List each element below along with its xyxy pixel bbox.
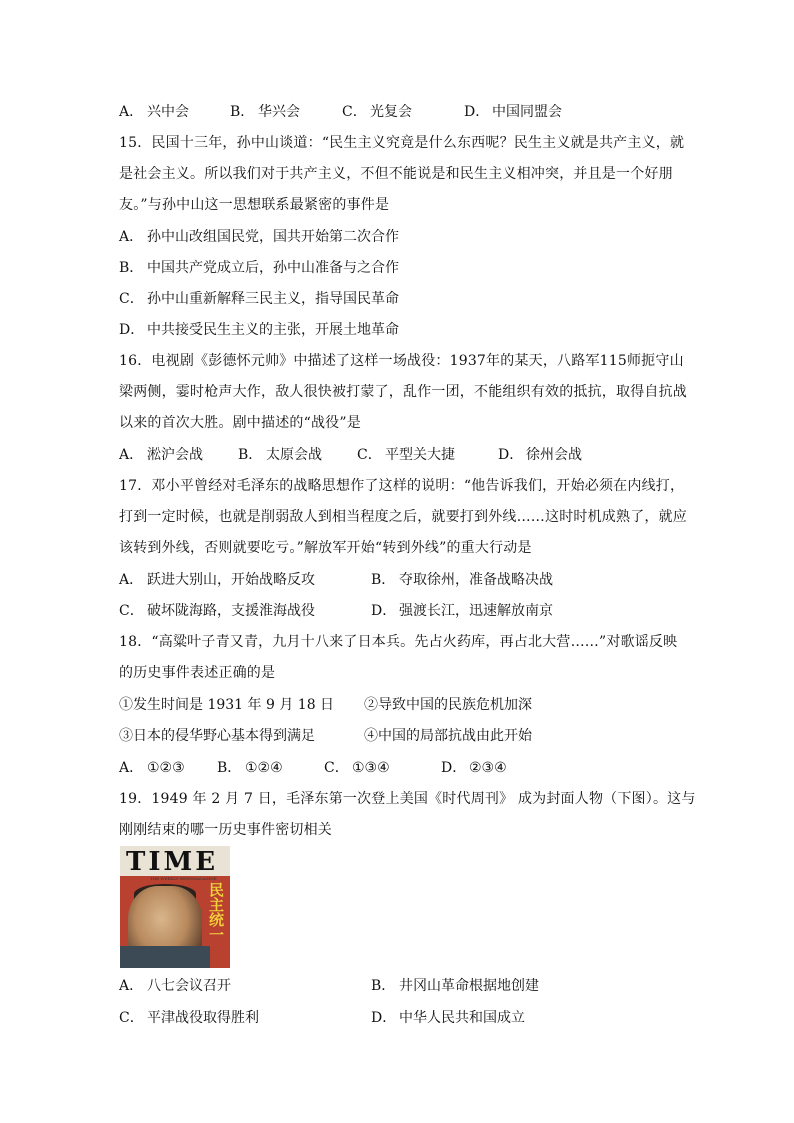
q17-stem-line-2: 打到一定时候，也就是削弱敌人到相当程度之后，就要打到外线……这时时机成熟了，就应: [119, 509, 687, 525]
q17-stem-line-1: 17．邓小平曾经对毛泽东的战略思想作了这样的说明：“他告诉我们，开始必须在内线打，: [119, 478, 685, 494]
q18-stem-line-1: 18．“高粱叶子青又青，九月十八来了日本兵。先占火药库，再占北大营……”对歌谣反映: [119, 634, 678, 650]
q19-option-b[interactable]: B． 井冈山革命根据地创建: [371, 978, 539, 994]
q14-option-c[interactable]: C． 光复会: [342, 104, 412, 120]
q14-option-d[interactable]: D． 中国同盟会: [464, 104, 562, 120]
q17-option-b[interactable]: B． 夺取徐州，准备战略决战: [371, 572, 553, 588]
q18-statement-3: ③日本的侵华野心基本得到满足: [119, 728, 315, 744]
q16-stem-line-3: 以来的首次大胜。剧中描述的“战役”是: [119, 415, 361, 431]
q18-stem-line-2: 的历史事件表述正确的是: [119, 665, 276, 681]
cover-slogan: 民主统一: [207, 882, 225, 942]
q18-option-c[interactable]: C． ①③④: [324, 760, 390, 776]
q18-statement-4: ④中国的局部抗战由此开始: [364, 728, 532, 744]
q19-option-a[interactable]: A． 八七会议召开: [119, 978, 231, 994]
portrait-coat: [120, 946, 210, 968]
q15-option-a[interactable]: A． 孙中山改组国民党，国共开始第二次合作: [119, 229, 399, 245]
time-masthead: TIME: [120, 846, 230, 876]
q16-stem-line-1: 16．电视剧《彭德怀元帅》中描述了这样一场战役：1937年的某天，八路军115师扼守山: [119, 353, 684, 369]
q15-stem-line-2: 是社会主义。所以我们对于共产主义，不但不能说是和民生主义相冲突，并且是一个好朋: [119, 166, 673, 182]
q18-option-b[interactable]: B． ①②④: [217, 760, 283, 776]
time-magazine-cover-image: [120, 846, 230, 968]
q15-option-b[interactable]: B． 中国共产党成立后，孙中山准备与之合作: [119, 260, 399, 276]
q18-option-d[interactable]: D． ②③④: [441, 760, 507, 776]
q17-option-d[interactable]: D． 强渡长江，迅速解放南京: [371, 603, 553, 619]
q15-option-c[interactable]: C． 孙中山重新解释三民主义，指导国民革命: [119, 291, 399, 307]
q15-option-d[interactable]: D． 中共接受民生主义的主张，开展土地革命: [119, 322, 399, 338]
q19-stem-line-2: 刚刚结束的哪一历史事件密切相关: [119, 822, 332, 838]
q17-option-c[interactable]: C． 破坏陇海路，支援淮海战役: [119, 603, 315, 619]
q16-option-c[interactable]: C． 平型关大捷: [357, 447, 455, 463]
q16-option-d[interactable]: D． 徐州会战: [498, 447, 582, 463]
time-subtitle: THE WEEKLY NEWSMAGAZINE: [150, 876, 217, 881]
q19-stem-line-1: 19．1949 年 2 月 7 日，毛泽东第一次登上美国《时代周刊》 成为封面人物（下图）。这与: [119, 791, 696, 807]
q19-option-c[interactable]: C． 平津战役取得胜利: [119, 1010, 259, 1026]
q16-option-a[interactable]: A． 淞沪会战: [119, 447, 203, 463]
q16-option-b[interactable]: B． 太原会战: [238, 447, 322, 463]
q17-option-a[interactable]: A． 跃进大别山，开始战略反攻: [119, 572, 315, 588]
q18-statement-2: ②导致中国的民族危机加深: [364, 697, 532, 713]
q18-option-a[interactable]: A． ①②③: [119, 760, 185, 776]
q16-stem-line-2: 梁两侧，霎时枪声大作，敌人很快被打蒙了，乱作一团，不能组织有效的抵抗，取得自抗战: [119, 384, 687, 400]
q18-statement-1: ①发生时间是 1931 年 9 月 18 日: [119, 697, 335, 713]
q14-option-a[interactable]: A． 兴中会: [119, 104, 189, 120]
q17-stem-line-3: 该转到外线，否则就要吃亏。”解放军开始“转到外线”的重大行动是: [119, 540, 532, 556]
q14-option-b[interactable]: B． 华兴会: [230, 104, 300, 120]
q19-option-d[interactable]: D． 中华人民共和国成立: [371, 1010, 525, 1026]
q15-stem-line-1: 15．民国十三年，孙中山谈道：“民生主义究竟是什么东西呢？民生主义就是共产主义，就: [119, 135, 685, 151]
q15-stem-line-3: 友。”与孙中山这一思想联系最紧密的事件是: [119, 197, 390, 213]
